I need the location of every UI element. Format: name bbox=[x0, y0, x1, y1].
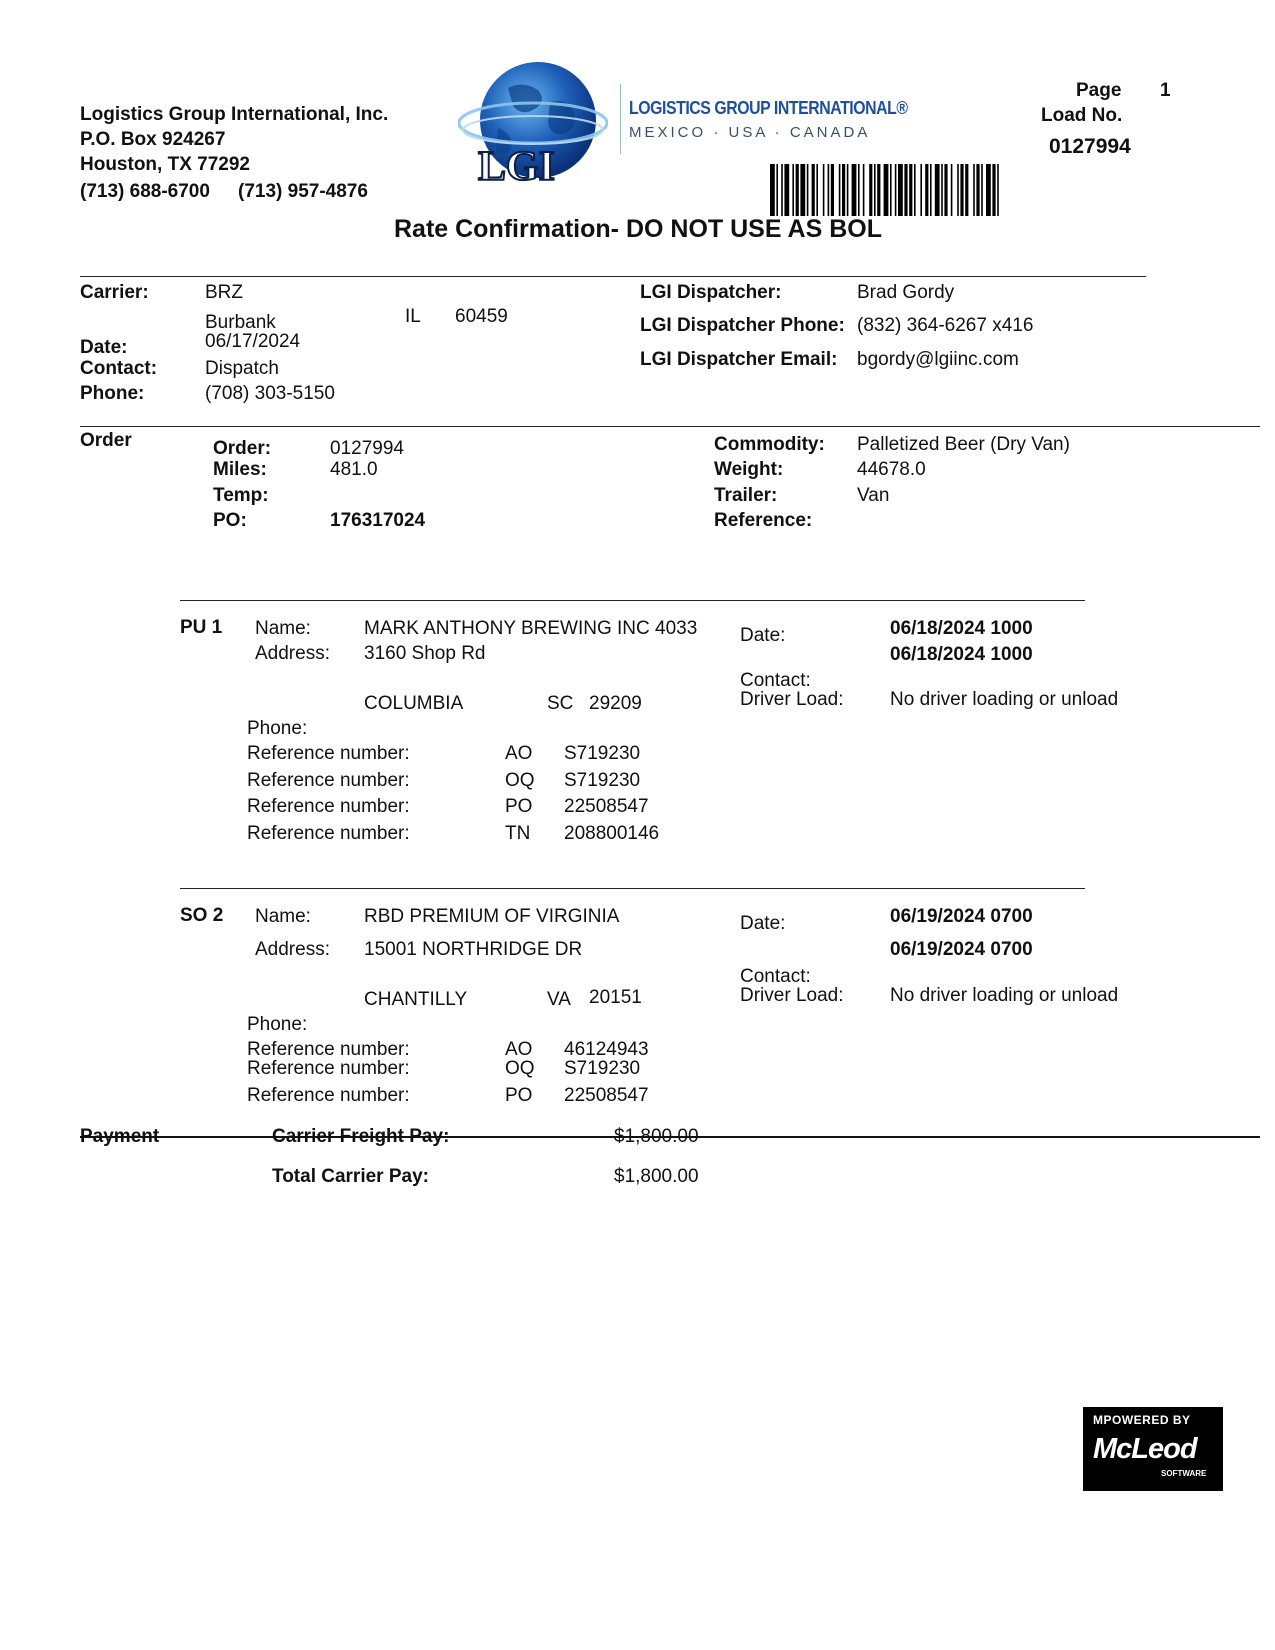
load-number-label: Load No. bbox=[1041, 105, 1123, 126]
badge-line-3: SOFTWARE bbox=[1161, 1469, 1207, 1478]
stop-city: CHANTILLY bbox=[364, 989, 468, 1010]
stop-name-label: Name: bbox=[255, 906, 311, 927]
reference-number-label: Reference number: bbox=[247, 796, 410, 817]
page-title: Rate Confirmation- DO NOT USE AS BOL bbox=[394, 215, 882, 243]
company-phone-1: (713) 688-6700 bbox=[80, 181, 210, 202]
divider bbox=[80, 426, 1260, 427]
load-number: 0127994 bbox=[1049, 135, 1131, 158]
company-name: Logistics Group International, Inc. bbox=[80, 104, 389, 125]
globe-logo-icon bbox=[458, 58, 608, 188]
stop-contact-label: Contact: bbox=[740, 670, 811, 691]
carrier-phone-label: Phone: bbox=[80, 383, 145, 404]
dispatcher-email-label: LGI Dispatcher Email: bbox=[640, 349, 838, 370]
weight-value: 44678.0 bbox=[857, 459, 926, 480]
stop-driver-load-label: Driver Load: bbox=[740, 985, 844, 1006]
reference-value: S719230 bbox=[564, 1058, 641, 1079]
carrier-phone-value: (708) 303-5150 bbox=[205, 383, 335, 404]
reference-number-label: Reference number: bbox=[247, 1039, 410, 1060]
reference-number-label: Reference number: bbox=[247, 1058, 410, 1079]
stop-address: 15001 NORTHRIDGE DR bbox=[364, 939, 583, 960]
carrier-contact-label: Contact: bbox=[80, 358, 158, 379]
stop-name: RBD PREMIUM OF VIRGINIA bbox=[364, 906, 620, 927]
reference-value: S719230 bbox=[564, 743, 641, 764]
barcode bbox=[770, 164, 1256, 216]
badge-line-1: MPOWERED BY bbox=[1093, 1413, 1191, 1427]
stop-address: 3160 Shop Rd bbox=[364, 643, 486, 664]
carrier-date-label: Date: bbox=[80, 337, 128, 358]
reference-type: OQ bbox=[505, 1058, 535, 1079]
reference-value: 208800146 bbox=[564, 823, 660, 844]
po-value: 176317024 bbox=[330, 510, 426, 531]
logo-mark-text: LGI bbox=[478, 144, 556, 188]
divider bbox=[80, 276, 1146, 277]
order-value: 0127994 bbox=[330, 438, 404, 459]
reference-type: AO bbox=[505, 1039, 533, 1060]
reference-type: OQ bbox=[505, 770, 535, 791]
logo-brand-sub: MEXICO · USA · CANADA bbox=[629, 124, 871, 141]
stop-contact-label: Contact: bbox=[740, 966, 811, 987]
dispatcher-phone-value: (832) 364-6267 x416 bbox=[857, 315, 1034, 336]
carrier-date-value: 06/17/2024 bbox=[205, 331, 301, 352]
carrier-zip: 60459 bbox=[455, 306, 508, 327]
carrier-contact-value: Dispatch bbox=[205, 358, 279, 379]
reference-number-label: Reference number: bbox=[247, 743, 410, 764]
divider bbox=[180, 600, 1085, 601]
logo-brand-name: LOGISTICS GROUP INTERNATIONAL® bbox=[629, 98, 908, 118]
badge-line-2: McLeod bbox=[1093, 1433, 1197, 1465]
reference-value: 22508547 bbox=[564, 1085, 649, 1106]
reference-type: TN bbox=[505, 823, 531, 844]
stop-state: SC bbox=[547, 693, 574, 714]
payment-section-label: Payment bbox=[80, 1126, 160, 1147]
order-label: Order: bbox=[213, 438, 272, 459]
stop-date-2: 06/18/2024 1000 bbox=[890, 644, 1033, 665]
stop-zip: 29209 bbox=[589, 693, 642, 714]
miles-value: 481.0 bbox=[330, 459, 378, 480]
carrier-value: BRZ bbox=[205, 282, 243, 303]
dispatcher-name-value: Brad Gordy bbox=[857, 282, 955, 303]
stop-zip: 20151 bbox=[589, 987, 642, 1008]
reference-number-label: Reference number: bbox=[247, 823, 410, 844]
weight-label: Weight: bbox=[714, 459, 784, 480]
company-phone-2: (713) 957-4876 bbox=[238, 181, 368, 202]
miles-label: Miles: bbox=[213, 459, 267, 480]
stop-phone-label: Phone: bbox=[247, 718, 308, 739]
stop-city: COLUMBIA bbox=[364, 693, 464, 714]
reference-label: Reference: bbox=[714, 510, 813, 531]
carrier-state: IL bbox=[405, 306, 421, 327]
reference-value: 46124943 bbox=[564, 1039, 649, 1060]
reference-value: S719230 bbox=[564, 770, 641, 791]
stop-driver-load: No driver loading or unload bbox=[890, 689, 1119, 710]
reference-type: PO bbox=[505, 1085, 533, 1106]
reference-type: PO bbox=[505, 796, 533, 817]
reference-number-label: Reference number: bbox=[247, 1085, 410, 1106]
total-pay-label: Total Carrier Pay: bbox=[272, 1166, 429, 1187]
stop-name: MARK ANTHONY BREWING INC 4033 bbox=[364, 618, 698, 639]
stop-date-1: 06/18/2024 1000 bbox=[890, 618, 1033, 639]
stop-address-label: Address: bbox=[255, 643, 330, 664]
stop-code: SO 2 bbox=[180, 905, 224, 926]
po-label: PO: bbox=[213, 510, 247, 531]
order-section-label: Order bbox=[80, 430, 132, 451]
stop-code: PU 1 bbox=[180, 617, 223, 638]
reference-value: 22508547 bbox=[564, 796, 649, 817]
reference-number-label: Reference number: bbox=[247, 770, 410, 791]
stop-driver-load-label: Driver Load: bbox=[740, 689, 844, 710]
dispatcher-phone-label: LGI Dispatcher Phone: bbox=[640, 315, 845, 336]
trailer-label: Trailer: bbox=[714, 485, 778, 506]
stop-phone-label: Phone: bbox=[247, 1014, 308, 1035]
total-pay-value: $1,800.00 bbox=[614, 1166, 699, 1187]
logo-divider bbox=[620, 84, 621, 154]
stop-date-label: Date: bbox=[740, 913, 786, 934]
company-po-box: P.O. Box 924267 bbox=[80, 129, 226, 150]
stop-date-label: Date: bbox=[740, 625, 786, 646]
freight-pay-label: Carrier Freight Pay: bbox=[272, 1126, 450, 1147]
company-city-line: Houston, TX 77292 bbox=[80, 154, 250, 175]
carrier-label: Carrier: bbox=[80, 282, 149, 303]
stop-driver-load: No driver loading or unload bbox=[890, 985, 1119, 1006]
commodity-value: Palletized Beer (Dry Van) bbox=[857, 434, 1070, 455]
trailer-value: Van bbox=[857, 485, 890, 506]
strike-line bbox=[80, 1136, 1260, 1138]
mcleod-badge bbox=[1083, 1407, 1223, 1491]
page-number: 1 bbox=[1160, 80, 1171, 101]
reference-type: AO bbox=[505, 743, 533, 764]
dispatcher-email-value: bgordy@lgiinc.com bbox=[857, 349, 1019, 370]
freight-pay-value: $1,800.00 bbox=[614, 1126, 699, 1147]
page-label: Page bbox=[1076, 80, 1122, 101]
stop-date-2: 06/19/2024 0700 bbox=[890, 939, 1033, 960]
temp-label: Temp: bbox=[213, 485, 269, 506]
divider bbox=[180, 888, 1085, 889]
commodity-label: Commodity: bbox=[714, 434, 825, 455]
stop-address-label: Address: bbox=[255, 939, 330, 960]
carrier-city: Burbank bbox=[205, 312, 276, 333]
stop-name-label: Name: bbox=[255, 618, 311, 639]
stop-date-1: 06/19/2024 0700 bbox=[890, 906, 1033, 927]
stop-state: VA bbox=[547, 989, 571, 1010]
dispatcher-name-label: LGI Dispatcher: bbox=[640, 282, 782, 303]
